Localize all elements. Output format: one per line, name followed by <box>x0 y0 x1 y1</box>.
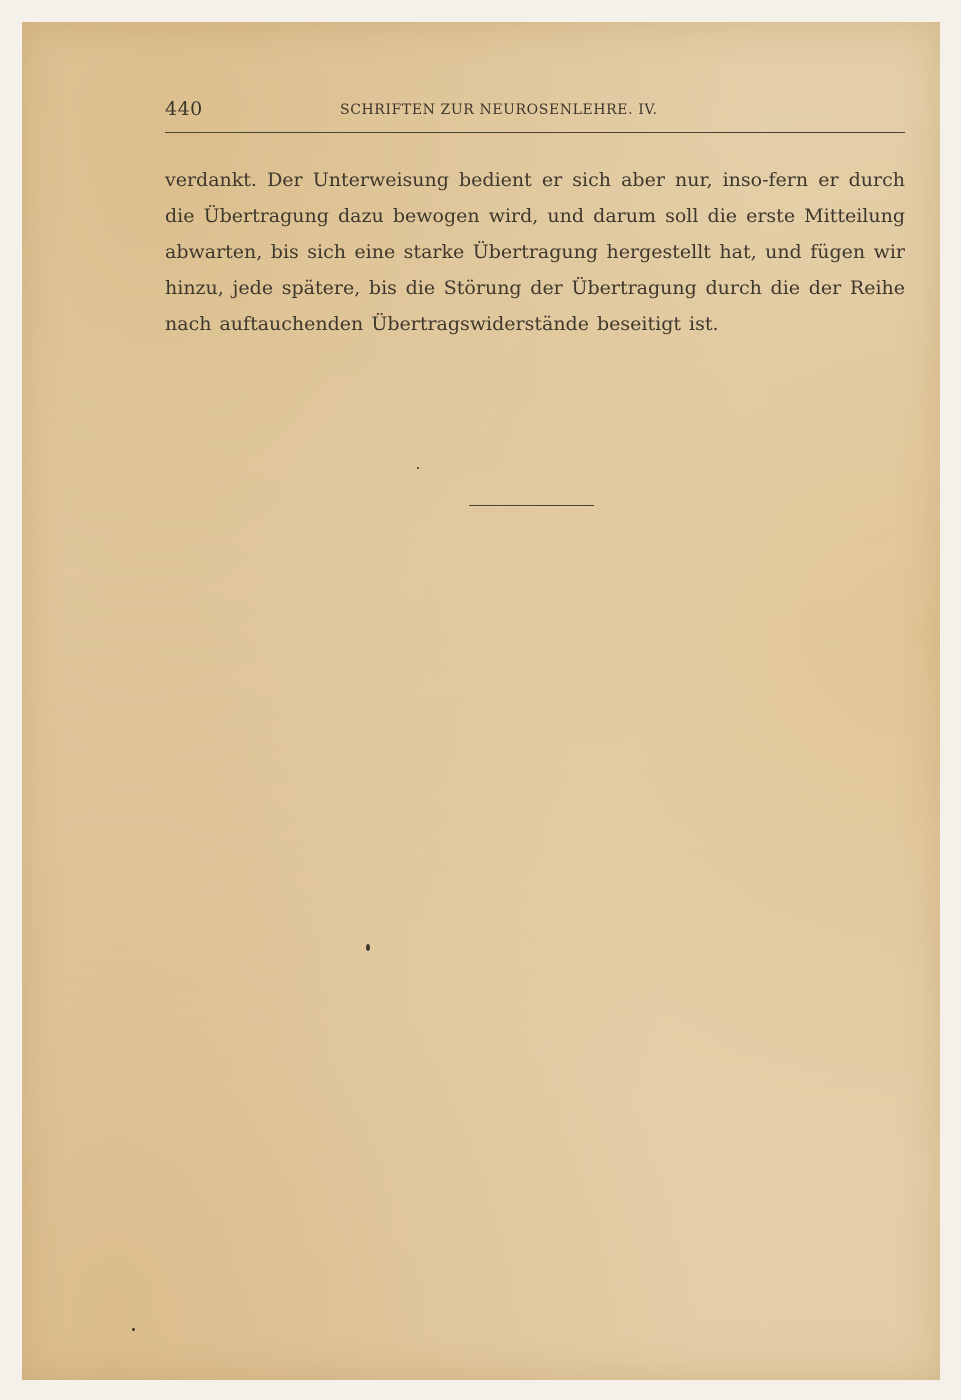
section-end-rule <box>469 505 594 506</box>
ink-speck <box>417 467 419 469</box>
page-header <box>165 98 905 133</box>
ink-speck <box>132 1328 135 1331</box>
body-paragraph: verdankt. Der Unterweisung bedient er sich aber nur, inso-fern er durch die Übertragung dazu bewogen wird, und darum soll die erste Mitteilung abwarten, bis sich eine starke Übertragung hergestellt hat, und fügen wir hinzu, jede spätere, bis die Störung der Übertragung durch die der Reihe nach auftauchenden Übertragswiderstände beseitigt ist. <box>165 169 905 335</box>
running-title: SCHRIFTEN ZUR NEUROSENLEHRE. IV. <box>340 102 658 118</box>
scanned-page <box>22 22 940 1380</box>
page-number: 440 <box>165 98 203 120</box>
ink-speck <box>366 944 370 951</box>
